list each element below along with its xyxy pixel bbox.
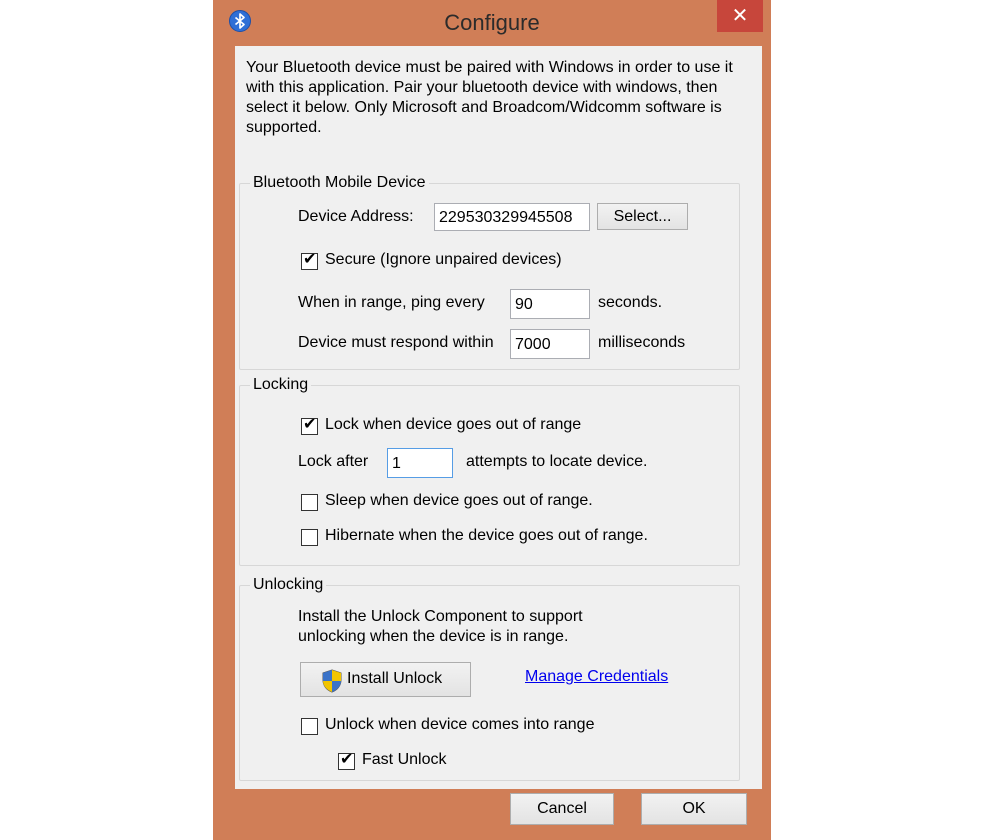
shield-icon	[322, 669, 342, 693]
manage-credentials-link[interactable]: Manage Credentials	[525, 668, 669, 685]
respond-unit-label: milliseconds	[598, 334, 686, 351]
fast-unlock-checkbox[interactable]	[338, 753, 355, 770]
check-mark-icon: ✔	[340, 751, 354, 768]
device-address-input[interactable]: 229530329945508	[434, 203, 590, 231]
unlock-in-range-label: Unlock when device comes into range	[325, 716, 595, 733]
window-title: Configure	[444, 10, 540, 35]
unlocking-legend: Unlocking	[253, 576, 324, 593]
ping-unit-label: seconds.	[598, 294, 663, 311]
locking-legend: Locking	[253, 376, 309, 393]
intro-text: Your Bluetooth device must be paired with Windows in order to use it with this application. Pair your bluetooth device with windows, then select it below. Only Microsoft and Broadcom/Widcomm software is supported.	[246, 59, 733, 136]
lock-after-label: Lock after	[298, 453, 369, 470]
title-bar[interactable]	[213, 0, 771, 46]
hibernate-checkbox[interactable]	[301, 529, 318, 546]
lock-after-unit-label: attempts to locate device.	[466, 453, 648, 470]
lock-after-input[interactable]: 1	[387, 448, 453, 478]
configure-window	[213, 0, 771, 840]
lock-out-of-range-label: Lock when device goes out of range	[325, 416, 582, 433]
lock-out-of-range-checkbox[interactable]	[301, 418, 318, 435]
secure-checkbox[interactable]	[301, 253, 318, 270]
sleep-checkbox[interactable]	[301, 494, 318, 511]
close-icon: ✕	[731, 5, 749, 27]
unlock-in-range-checkbox[interactable]	[301, 718, 318, 735]
hibernate-label: Hibernate when the device goes out of range.	[325, 527, 648, 544]
ping-interval-input[interactable]: 90	[510, 289, 590, 319]
bluetooth-device-legend: Bluetooth Mobile Device	[253, 174, 426, 191]
device-address-label: Device Address:	[298, 208, 414, 225]
fast-unlock-label: Fast Unlock	[362, 751, 447, 768]
check-mark-icon: ✔	[303, 416, 317, 433]
respond-label: Device must respond within	[298, 334, 494, 351]
ping-label: When in range, ping every	[298, 294, 485, 311]
close-button[interactable]	[717, 0, 763, 32]
dialog-body	[235, 46, 762, 789]
install-unlock-button[interactable]	[300, 662, 471, 697]
unlock-description: Install the Unlock Component to support unlocking when the device is in range.	[298, 608, 583, 645]
secure-label: Secure (Ignore unpaired devices)	[325, 251, 562, 268]
install-unlock-label: Install Unlock	[347, 670, 443, 687]
select-device-button[interactable]: Select...	[597, 203, 688, 230]
sleep-label: Sleep when device goes out of range.	[325, 492, 593, 509]
dialog-footer	[213, 789, 771, 840]
cancel-button[interactable]: Cancel	[510, 793, 614, 825]
respond-timeout-input[interactable]: 7000	[510, 329, 590, 359]
ok-button[interactable]: OK	[641, 793, 747, 825]
check-mark-icon: ✔	[303, 251, 317, 268]
